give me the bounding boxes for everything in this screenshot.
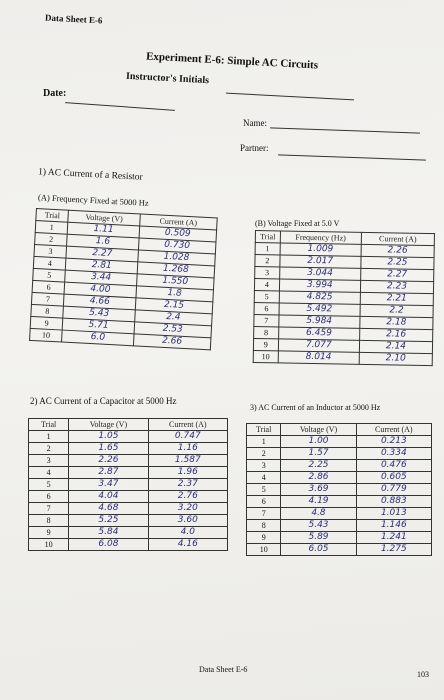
instructor-initials-label: Instructor's Initials (125, 70, 210, 87)
value-cell-1: 3.044 (279, 267, 360, 280)
trial-cell: 9 (247, 532, 281, 544)
value-cell-2: 1.028 (138, 250, 216, 266)
value-cell-2: 1.013 (356, 508, 431, 520)
value-cell-1: 4.19 (281, 496, 356, 508)
trial-cell: 7 (29, 503, 69, 515)
value-cell-1: 5.25 (69, 515, 148, 527)
value-cell-2: 1.587 (148, 455, 227, 467)
trial-cell: 8 (254, 326, 279, 338)
trial-cell: 4 (254, 279, 279, 291)
value-cell-1: 1.009 (280, 243, 361, 256)
table-row (247, 448, 432, 460)
trial-cell: 6 (32, 280, 65, 294)
table-row (247, 544, 432, 556)
footer-page-number: 103 (417, 670, 429, 679)
value-cell-1: 1.57 (281, 448, 356, 460)
table-row (29, 515, 228, 527)
trial-cell: 9 (253, 338, 278, 350)
value-cell-1: 6.459 (278, 327, 359, 340)
trial-cell: 10 (247, 544, 281, 556)
trial-cell: 3 (255, 267, 280, 279)
trial-cell: 2 (247, 448, 281, 460)
table-row (247, 436, 432, 448)
value-cell-1: 3.44 (65, 270, 137, 286)
value-cell-2: 3.60 (148, 515, 227, 527)
value-cell-2: 2.66 (133, 334, 211, 350)
trial-cell: 10 (29, 539, 69, 551)
value-cell-2: 0.334 (356, 448, 431, 460)
col-header-current: Current (A) (139, 214, 217, 230)
value-cell-2: 2.21 (360, 292, 433, 305)
value-cell-2: 3.20 (148, 503, 227, 515)
header-sheet-label: Data Sheet E-6 (44, 12, 103, 26)
value-cell-1: 5.492 (279, 303, 360, 316)
trial-cell: 8 (247, 520, 281, 532)
page-title: Experiment E-6: Simple AC Circuits (145, 50, 319, 72)
value-cell-2: 0.883 (356, 496, 431, 508)
value-cell-1: 5.984 (278, 315, 359, 328)
col-header-current: Current (A) (361, 232, 434, 245)
value-cell-2: 0.747 (148, 431, 227, 443)
col-header-voltage: Voltage (V) (68, 210, 140, 226)
table-row (253, 350, 432, 365)
table-row (247, 532, 432, 544)
name-line (270, 127, 420, 133)
table-a (29, 208, 218, 350)
value-cell-1: 5.89 (281, 532, 356, 544)
table-b-caption: (B) Voltage Fixed at 5.0 V (255, 219, 340, 228)
value-cell-2: 1.96 (148, 467, 227, 479)
col-header-frequency: Frequency (Hz) (280, 231, 361, 244)
trial-cell: 4 (33, 256, 66, 270)
col-header-current: Current (A) (148, 419, 227, 431)
value-cell-1: 5.43 (63, 306, 135, 322)
value-cell-1: 3.69 (281, 484, 356, 496)
trial-cell: 5 (254, 290, 279, 302)
table-row (29, 479, 228, 491)
value-cell-1: 1.11 (68, 222, 140, 238)
trial-cell: 5 (247, 484, 281, 496)
table-row (29, 467, 228, 479)
col-header-voltage: Voltage (V) (69, 419, 148, 431)
table-row (29, 491, 228, 503)
section1-title: 1) AC Current of a Resistor (37, 167, 143, 183)
inductor-table (246, 423, 432, 556)
value-cell-1: 1.05 (69, 431, 148, 443)
value-cell-2: 1.275 (356, 544, 431, 556)
value-cell-1: 4.04 (69, 491, 148, 503)
value-cell-2: 0.605 (356, 472, 431, 484)
value-cell-1: 4.66 (64, 294, 136, 310)
trial-cell: 1 (247, 436, 281, 448)
value-cell-2: 1.241 (356, 532, 431, 544)
value-cell-1: 4.8 (281, 508, 356, 520)
value-cell-2: 2.37 (148, 479, 227, 491)
trial-cell: 6 (29, 491, 69, 503)
section2-title: 2) AC Current of a Capacitor at 5000 Hz (30, 396, 177, 406)
value-cell-2: 4.0 (148, 527, 227, 539)
value-cell-2: 2.15 (135, 298, 213, 314)
footer-label: Data Sheet E-6 (199, 665, 248, 674)
trial-cell: 7 (31, 292, 64, 306)
value-cell-2: 0.730 (138, 238, 216, 254)
value-cell-2: 0.476 (356, 460, 431, 472)
date-label: Date: (43, 88, 67, 99)
value-cell-2: 1.550 (136, 274, 214, 290)
table-row (29, 527, 228, 539)
value-cell-2: 4.16 (148, 539, 227, 551)
value-cell-1: 5.43 (281, 520, 356, 532)
trial-cell: 4 (29, 467, 69, 479)
value-cell-2: 2.26 (361, 244, 434, 257)
trial-cell: 6 (247, 496, 281, 508)
trial-cell: 9 (30, 316, 63, 330)
table-b (253, 230, 435, 366)
trial-cell: 1 (29, 431, 69, 443)
value-cell-2: 0.779 (356, 484, 431, 496)
trial-cell: 9 (29, 527, 69, 539)
value-cell-2: 2.25 (361, 256, 434, 269)
value-cell-1: 1.00 (281, 436, 356, 448)
value-cell-1: 2.87 (69, 467, 148, 479)
table-header-row (29, 419, 228, 431)
value-cell-1: 6.05 (281, 544, 356, 556)
value-cell-1: 5.84 (69, 527, 148, 539)
value-cell-1: 6.08 (69, 539, 148, 551)
value-cell-1: 3.994 (279, 279, 360, 292)
trial-cell: 2 (35, 232, 68, 246)
partner-label: Partner: (240, 143, 269, 153)
table-row (29, 443, 228, 455)
trial-cell: 4 (247, 472, 281, 484)
value-cell-2: 1.16 (148, 443, 227, 455)
col-header-trial: Trial (247, 424, 281, 436)
table-row (247, 496, 432, 508)
value-cell-1: 5.71 (63, 318, 135, 334)
value-cell-1: 2.26 (69, 455, 148, 467)
table-row (29, 431, 228, 443)
value-cell-1: 2.81 (66, 258, 138, 274)
table-row (247, 520, 432, 532)
table-row (247, 484, 432, 496)
value-cell-1: 1.65 (69, 443, 148, 455)
value-cell-1: 2.86 (281, 472, 356, 484)
table-row (29, 539, 228, 551)
trial-cell: 7 (254, 314, 279, 326)
trial-cell: 3 (247, 460, 281, 472)
value-cell-2: 2.76 (148, 491, 227, 503)
table-a-caption: (A) Frequency Fixed at 5000 Hz (37, 192, 149, 208)
table-row (29, 455, 228, 467)
trial-cell: 8 (31, 304, 64, 318)
trial-cell: 7 (247, 508, 281, 520)
col-header-current: Current (A) (356, 424, 431, 436)
value-cell-1: 7.077 (278, 339, 359, 352)
value-cell-2: 2.16 (359, 328, 432, 341)
table-row (247, 508, 432, 520)
trial-cell: 3 (34, 244, 67, 258)
trial-cell: 3 (29, 455, 69, 467)
table-row (247, 472, 432, 484)
value-cell-2: 2.14 (359, 340, 432, 353)
trial-cell: 8 (29, 515, 69, 527)
trial-cell: 2 (29, 443, 69, 455)
value-cell-2: 1.8 (136, 286, 214, 302)
instructor-initials-line (226, 93, 354, 101)
value-cell-1: 8.014 (278, 351, 359, 364)
trial-cell: 10 (253, 350, 278, 362)
value-cell-2: 2.10 (359, 352, 432, 365)
trial-cell: 1 (35, 221, 68, 235)
value-cell-1: 1.6 (67, 234, 139, 250)
trial-cell: 6 (254, 302, 279, 314)
value-cell-2: 0.509 (139, 226, 217, 242)
section3-title: 3) AC Current of an Inductor at 5000 Hz (250, 403, 381, 412)
value-cell-2: 2.53 (134, 322, 212, 338)
value-cell-2: 1.268 (137, 262, 215, 278)
value-cell-2: 2.27 (360, 268, 433, 281)
trial-cell: 2 (255, 255, 280, 267)
value-cell-1: 4.825 (279, 291, 360, 304)
value-cell-1: 2.27 (66, 246, 138, 262)
trial-cell: 5 (29, 479, 69, 491)
capacitor-table (28, 418, 228, 551)
table-row (29, 503, 228, 515)
col-header-trial: Trial (255, 231, 280, 243)
partner-line (278, 154, 426, 160)
table-row (247, 460, 432, 472)
trial-cell: 5 (33, 268, 66, 282)
value-cell-1: 3.47 (69, 479, 148, 491)
col-header-voltage: Voltage (V) (281, 424, 356, 436)
value-cell-1: 2.017 (280, 255, 361, 268)
value-cell-2: 2.2 (360, 304, 433, 317)
col-header-trial: Trial (29, 419, 69, 431)
date-line (65, 102, 175, 111)
col-header-trial: Trial (36, 209, 69, 223)
value-cell-1: 6.0 (62, 330, 134, 346)
value-cell-1: 4.00 (64, 282, 136, 298)
value-cell-2: 1.146 (356, 520, 431, 532)
value-cell-2: 2.4 (134, 310, 212, 326)
value-cell-2: 2.23 (360, 280, 433, 293)
trial-cell: 10 (30, 328, 63, 342)
value-cell-1: 4.68 (69, 503, 148, 515)
value-cell-2: 0.213 (356, 436, 431, 448)
value-cell-2: 2.18 (360, 316, 433, 329)
table-header-row (247, 424, 432, 436)
value-cell-1: 2.25 (281, 460, 356, 472)
trial-cell: 1 (255, 243, 280, 255)
name-label: Name: (243, 118, 267, 128)
